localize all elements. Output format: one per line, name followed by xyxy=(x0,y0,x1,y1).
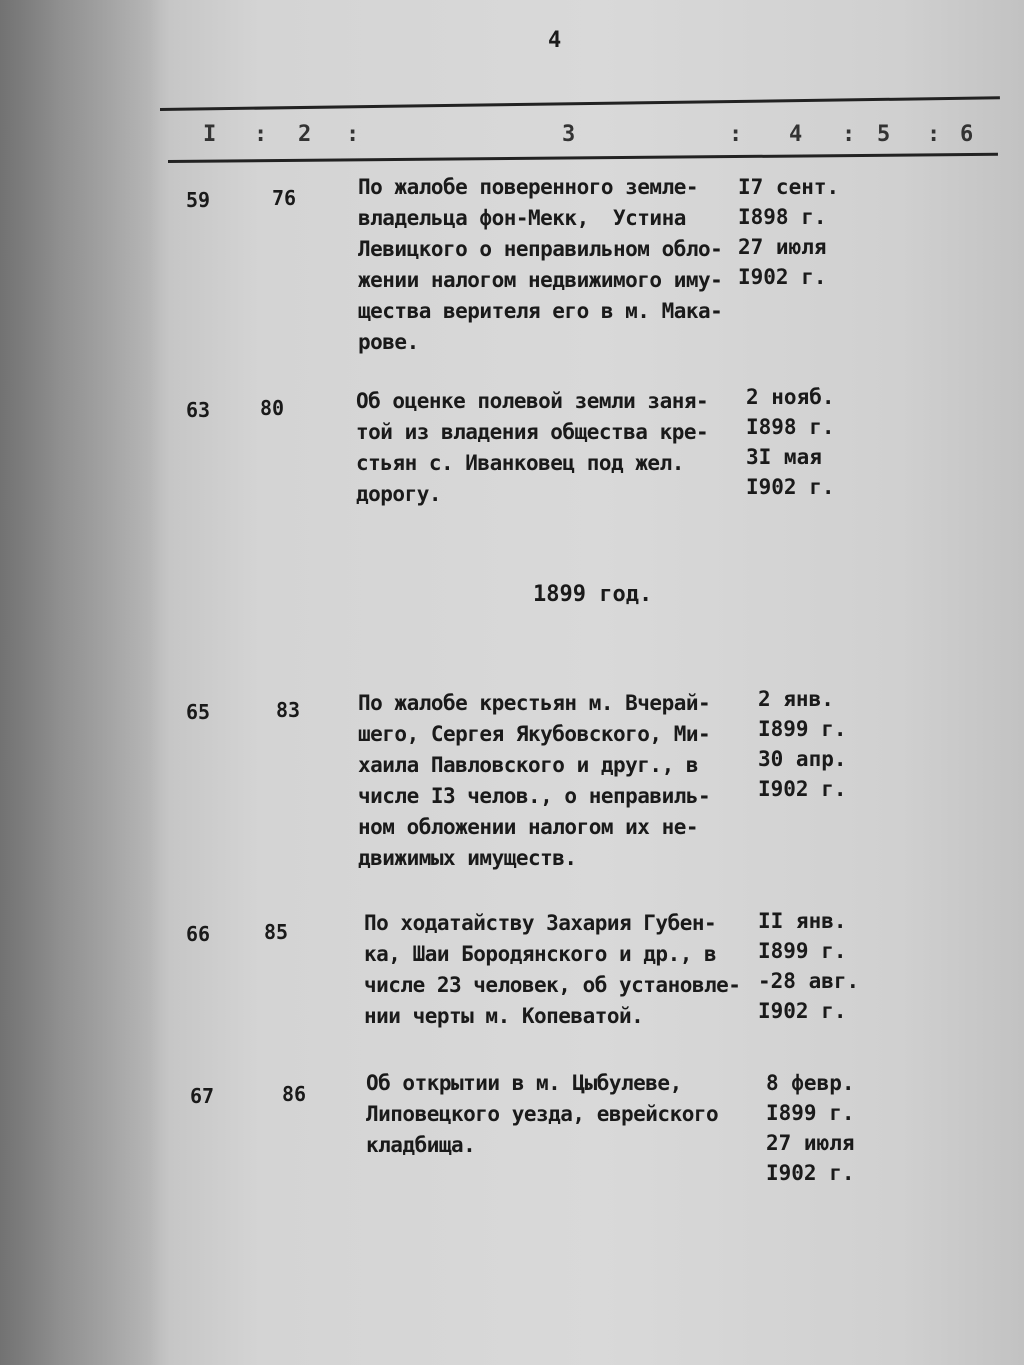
col-header-3: 3 xyxy=(562,122,576,147)
header-rule-top xyxy=(160,96,1000,111)
col-header-5: 5 xyxy=(877,122,891,147)
page-number: 4 xyxy=(548,28,562,53)
year-heading: 1899 год. xyxy=(533,582,653,607)
entry-description: По жалобе крестьян м. Вчерай- шего, Сергея Якубовского, Ми- хаила Павловского и друг., в числе I3 челов., о неправиль- ном обложении налогом их не- движимых имуществ. xyxy=(358,691,711,870)
entry-file-number: 83 xyxy=(276,698,301,722)
col-header-1: I xyxy=(203,122,217,147)
entry-dates: 8 февр. I899 г. 27 июля I902 г. xyxy=(766,1071,855,1185)
entry-description: По ходатайству Захария Губен- ка, Шаи Бородянского и др., в числе 23 человек, об установле- нии черты м. Копеватой. xyxy=(364,911,741,1028)
col-header-sep: : xyxy=(254,122,268,147)
col-header-4: 4 xyxy=(789,122,803,147)
entry-dates: 2 янв. I899 г. 30 апр. I902 г. xyxy=(758,687,847,801)
entry-dates: I7 сент. I898 г. 27 июля I902 г. xyxy=(738,175,840,289)
col-header-2: 2 xyxy=(298,122,312,147)
entry-number: 67 xyxy=(190,1084,215,1108)
entry-number: 63 xyxy=(186,398,211,422)
entry-file-number: 80 xyxy=(260,396,285,420)
entry-dates: II янв. I899 г. -28 авг. I902 г. xyxy=(758,909,860,1023)
entry-description: По жалобе поверенного земле- владельца фон-Мекк, Устина Левицкого о неправильном обло- жении налогом недвижимого иму- щества верителя его в м. Мака- рове. xyxy=(358,175,723,354)
entry-number: 59 xyxy=(186,188,211,212)
header-rule-bottom xyxy=(168,153,998,163)
col-header-sep: : xyxy=(842,122,856,147)
col-header-sep: : xyxy=(927,122,941,147)
entry-number: 65 xyxy=(186,700,211,724)
col-header-sep: : xyxy=(346,122,360,147)
entry-file-number: 86 xyxy=(282,1082,307,1106)
entry-number: 66 xyxy=(186,922,211,946)
page-shadow xyxy=(0,0,160,1365)
entry-description: Об открытии в м. Цыбулеве, Липовецкого уезда, еврейского кладбища. xyxy=(366,1071,719,1157)
col-header-sep: : xyxy=(729,122,743,147)
entry-file-number: 85 xyxy=(264,920,289,944)
col-header-6: 6 xyxy=(960,122,974,147)
entry-file-number: 76 xyxy=(272,186,297,210)
entry-description: Об оценке полевой земли заня- той из владения общества кре- стьян с. Иванковец под жел. дорогу. xyxy=(356,389,709,506)
entry-dates: 2 нояб. I898 г. 3I мая I902 г. xyxy=(746,385,835,499)
